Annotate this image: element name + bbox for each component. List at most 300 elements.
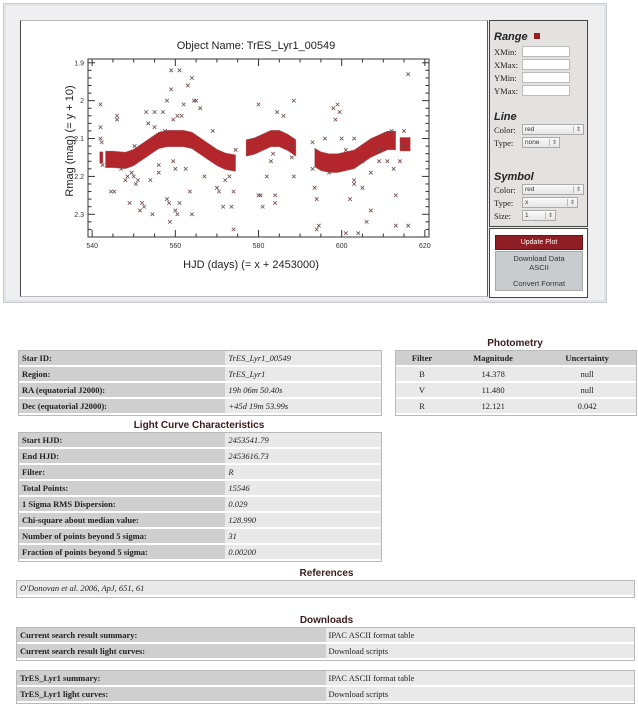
- outlier-point: [292, 99, 296, 103]
- xmin-label: XMin:: [494, 46, 517, 57]
- outlier-point: [149, 178, 153, 182]
- x-marker-icon: [153, 110, 157, 114]
- row-label: 1 Sigma RMS Dispersion:: [19, 496, 225, 512]
- outlier-point: [311, 141, 315, 145]
- outlier-point: [115, 118, 119, 122]
- outlier-point: [186, 84, 190, 88]
- outlier-point: [194, 99, 198, 103]
- x-marker-icon: [365, 220, 369, 224]
- outlier-point: [169, 69, 173, 73]
- x-marker-icon: [203, 175, 207, 179]
- row-label: Current search result light curves:: [17, 643, 326, 659]
- column-header: Magnitude: [448, 351, 538, 366]
- outlier-point: [157, 171, 161, 175]
- column-header: Filter: [396, 351, 448, 366]
- x-marker-icon: [146, 122, 150, 126]
- outlier-point: [398, 159, 402, 163]
- x-marker-icon: [198, 106, 202, 110]
- outlier-point: [352, 178, 356, 182]
- outlier-point: [315, 197, 319, 201]
- star-info-row: [19, 382, 381, 398]
- x-marker-icon: [161, 110, 165, 114]
- y-tick-label: 2.2: [74, 173, 84, 181]
- light-curve-row: [19, 433, 381, 448]
- star-info-row: [19, 366, 381, 382]
- x-marker-icon: [352, 182, 356, 186]
- outlier-point: [344, 148, 348, 152]
- x-marker-icon: [361, 186, 365, 190]
- light-curve-plot: [21, 21, 487, 296]
- outlier-point: [386, 159, 390, 163]
- line-heading: Line: [494, 111, 517, 123]
- light-curve-title: Light Curve Characteristics: [133, 420, 265, 431]
- x-marker-icon: [128, 201, 132, 205]
- star-info-row: [19, 398, 381, 414]
- x-marker-icon: [406, 224, 410, 228]
- x-marker-icon: [124, 178, 128, 182]
- x-marker-icon: [232, 190, 236, 194]
- x-marker-icon: [136, 178, 140, 182]
- row-label: End HJD:: [19, 448, 225, 464]
- x-marker-icon: [315, 228, 319, 232]
- outlier-point: [357, 231, 361, 235]
- outlier-point: [112, 190, 116, 194]
- row-value: 2453541.79: [225, 433, 381, 448]
- photometry-cell: null: [538, 366, 636, 382]
- x-marker-icon: [132, 175, 136, 179]
- outlier-point: [178, 69, 182, 73]
- outlier-point: [146, 122, 150, 126]
- row-label: Star ID:: [19, 351, 225, 366]
- outlier-point: [115, 114, 119, 118]
- light-curve-band: [100, 130, 411, 172]
- outlier-point: [184, 167, 188, 171]
- x-marker-icon: [315, 197, 319, 201]
- x-marker-icon: [313, 186, 317, 190]
- light-curve-row: [19, 464, 381, 480]
- x-marker-icon: [178, 201, 182, 205]
- outlier-point: [313, 186, 317, 190]
- outlier-point: [394, 224, 398, 228]
- x-marker-icon: [171, 159, 175, 163]
- x-marker-icon: [259, 194, 263, 198]
- outlier-point: [161, 110, 165, 114]
- light-curve-row: [19, 528, 381, 544]
- plot-panel: [20, 20, 488, 297]
- symbol-type-select[interactable]: [522, 197, 578, 208]
- x-marker-icon: [99, 125, 103, 129]
- references-title: References: [299, 568, 354, 579]
- outlier-point: [182, 103, 186, 107]
- outlier-point: [275, 110, 279, 114]
- xmin-input[interactable]: [522, 46, 570, 57]
- outlier-point: [323, 137, 327, 141]
- photometry-cell: B: [396, 366, 448, 382]
- x-marker-icon: [165, 99, 169, 103]
- download-link[interactable]: IPAC ASCII format table: [326, 671, 635, 686]
- x-marker-icon: [99, 137, 103, 141]
- x-marker-icon: [398, 159, 402, 163]
- outlier-point: [265, 175, 269, 179]
- outlier-point: [167, 201, 171, 205]
- outlier-point: [392, 167, 396, 171]
- outlier-point: [215, 186, 219, 190]
- select-arrows-icon: ⇕: [545, 212, 553, 219]
- photometry-cell: 0.042: [538, 398, 636, 414]
- outlier-point: [153, 110, 157, 114]
- outlier-point: [140, 201, 144, 205]
- x-marker-icon: [282, 114, 286, 118]
- x-marker-icon: [273, 194, 277, 198]
- row-label: RA (equatorial J2000):: [19, 382, 225, 398]
- symbol-color-select[interactable]: [522, 184, 584, 195]
- outlier-point: [176, 114, 180, 118]
- row-label: Number of points beyond 5 sigma:: [19, 528, 225, 544]
- row-label: Filter:: [19, 464, 225, 480]
- line-color-label: Color:: [494, 124, 516, 135]
- outlier-point: [132, 175, 136, 179]
- download-data-button[interactable]: [495, 251, 583, 275]
- x-marker-icon: [292, 99, 296, 103]
- outlier-point: [171, 118, 175, 122]
- select-arrows-icon: ⇕: [567, 199, 575, 206]
- plot-title: Object Name: TrES_Lyr1_00549: [176, 40, 336, 52]
- download-link[interactable]: IPAC ASCII format table: [326, 628, 635, 643]
- light-curve-row: [19, 496, 381, 512]
- x-marker-icon: [217, 190, 221, 194]
- outlier-point: [171, 159, 175, 163]
- x-marker-icon: [228, 175, 232, 179]
- update-plot-button[interactable]: Update Plot: [495, 235, 583, 250]
- outlier-point: [336, 103, 340, 107]
- row-value: 15546: [225, 480, 381, 496]
- photometry-row: [396, 382, 636, 398]
- x-marker-icon: [165, 197, 169, 201]
- download-row: [17, 643, 634, 659]
- download-link[interactable]: Download scripts: [326, 643, 635, 659]
- x-marker-icon: [257, 103, 261, 107]
- line-color-select[interactable]: [522, 124, 584, 135]
- row-label: Fraction of points beyond 5 sigma:: [19, 544, 225, 560]
- x-marker-icon: [215, 186, 219, 190]
- x-marker-icon: [273, 201, 277, 205]
- outlier-point: [273, 201, 277, 205]
- row-value: 19h 06m 50.40s: [225, 382, 381, 398]
- photometry-cell: V: [396, 382, 448, 398]
- x-marker-icon: [109, 190, 113, 194]
- outlier-point: [348, 197, 352, 201]
- x-marker-icon: [134, 182, 138, 186]
- x-marker-icon: [99, 103, 103, 107]
- x-marker-icon: [402, 129, 406, 133]
- outlier-point: [174, 167, 178, 171]
- outlier-point: [169, 87, 173, 91]
- outlier-point: [134, 182, 138, 186]
- x-marker-icon: [323, 137, 327, 141]
- symbol-size-select[interactable]: [522, 210, 556, 221]
- photometry-row: [396, 398, 636, 414]
- x-marker-icon: [142, 205, 146, 209]
- outlier-point: [402, 129, 406, 133]
- x-marker-icon: [153, 125, 157, 129]
- download-row: [17, 628, 634, 643]
- x-marker-icon: [101, 163, 105, 167]
- ymax-input[interactable]: [522, 85, 570, 96]
- symbol-type-label: Type:: [494, 197, 514, 208]
- x-tick-label: 580: [252, 243, 265, 250]
- outlier-point: [311, 167, 315, 171]
- light-curve-row: [19, 544, 381, 560]
- x-marker-icon: [211, 129, 215, 133]
- light-curve-row: [19, 480, 381, 496]
- line-type-value: none: [525, 139, 540, 146]
- x-marker-icon: [311, 167, 315, 171]
- symbol-color-value: red: [525, 186, 535, 193]
- x-marker-icon: [394, 224, 398, 228]
- row-value: TrES_Lyr1_00549: [225, 351, 381, 366]
- x-marker-icon: [271, 152, 275, 156]
- x-marker-icon: [232, 228, 236, 232]
- row-value: R: [225, 464, 381, 480]
- outlier-point: [133, 144, 137, 148]
- outlier-point: [282, 114, 286, 118]
- x-marker-icon: [112, 190, 116, 194]
- y-tick-label: 2.3: [74, 211, 84, 219]
- x-marker-icon: [230, 205, 234, 209]
- outlier-point: [340, 137, 344, 141]
- light-curve-row: [19, 512, 381, 528]
- convert-format-button[interactable]: Convert Format: [495, 274, 583, 291]
- x-marker-icon: [340, 137, 344, 141]
- row-label: Chi-square about median value:: [19, 512, 225, 528]
- x-marker-icon: [392, 167, 396, 171]
- outlier-point: [211, 129, 215, 133]
- outlier-point: [292, 175, 296, 179]
- x-marker-icon: [133, 144, 137, 148]
- light-curve-segment: [100, 152, 103, 163]
- outlier-point: [99, 137, 103, 141]
- row-label: Region:: [19, 366, 225, 382]
- download-data-label: Download Data: [513, 254, 565, 263]
- x-marker-icon: [261, 205, 265, 209]
- x-marker-icon: [126, 175, 130, 179]
- row-value: TrES_Lyr1: [225, 366, 381, 382]
- select-arrows-icon: ⇕: [573, 126, 581, 133]
- x-marker-icon: [174, 209, 178, 213]
- row-label: Total Points:: [19, 480, 225, 496]
- outlier-point: [178, 201, 182, 205]
- symbol-size-label: Size:: [494, 210, 511, 221]
- outlier-point: [223, 178, 227, 182]
- row-label: TrES_Lyr1 summary:: [17, 671, 326, 686]
- line-type-select[interactable]: [522, 137, 560, 148]
- outlier-point: [190, 212, 194, 216]
- y-tick-label: 2.1: [74, 136, 84, 144]
- x-marker-icon: [344, 148, 348, 152]
- outlier-point: [369, 171, 373, 175]
- row-label: Current search result summary:: [17, 628, 326, 643]
- x-marker-icon: [144, 110, 148, 114]
- photometry-cell: null: [538, 382, 636, 398]
- x-marker-icon: [180, 114, 184, 118]
- outlier-point: [230, 205, 234, 209]
- row-value: 0.029: [225, 496, 381, 512]
- select-arrows-icon: ⇕: [573, 186, 581, 193]
- outlier-point: [369, 209, 373, 213]
- x-tick-label: 620: [418, 243, 431, 250]
- plot-y-axis-label: Rmag (mag) (= y + 10): [64, 85, 76, 197]
- row-value: 0.00200: [225, 544, 381, 560]
- outlier-point: [109, 190, 113, 194]
- download-link[interactable]: Download scripts: [326, 686, 635, 702]
- ymin-label: YMin:: [494, 72, 517, 83]
- x-tick-label: 560: [169, 243, 182, 250]
- x-marker-icon: [406, 72, 410, 76]
- photometry-row: [396, 366, 636, 382]
- x-marker-icon: [334, 118, 338, 122]
- outlier-point: [365, 220, 369, 224]
- outlier-point: [128, 201, 132, 205]
- outlier-point: [273, 194, 277, 198]
- x-marker-icon: [138, 209, 142, 213]
- outlier-point: [188, 190, 192, 194]
- x-marker-icon: [369, 171, 373, 175]
- x-marker-icon: [176, 212, 180, 216]
- outlier-point: [332, 106, 336, 110]
- line-color-value: red: [525, 126, 535, 133]
- outlier-point: [257, 103, 261, 107]
- range-heading: Range: [494, 31, 528, 43]
- x-marker-icon: [292, 175, 296, 179]
- plot-controls-panel: [489, 20, 588, 227]
- outlier-point: [394, 194, 398, 198]
- photometry-cell: 14.378: [448, 366, 538, 382]
- x-marker-icon: [221, 205, 225, 209]
- outlier-point: [130, 171, 134, 175]
- y-tick-label: 2: [80, 98, 84, 106]
- x-marker-icon: [223, 178, 227, 182]
- outlier-point: [190, 76, 194, 80]
- select-arrows-icon: ⇕: [549, 139, 557, 146]
- outlier-point: [157, 163, 161, 167]
- x-marker-icon: [182, 103, 186, 107]
- x-marker-icon: [338, 110, 342, 114]
- x-marker-icon: [149, 178, 153, 182]
- outlier-point: [138, 209, 142, 213]
- x-marker-icon: [174, 167, 178, 171]
- row-label: TrES_Lyr1 light curves:: [17, 686, 326, 702]
- line-type-label: Type:: [494, 137, 514, 148]
- star-info-table: [18, 350, 382, 416]
- x-marker-icon: [317, 224, 321, 228]
- outlier-point: [259, 194, 263, 198]
- outlier-point: [142, 205, 146, 209]
- reference-row: [17, 581, 634, 596]
- x-marker-icon: [115, 118, 119, 122]
- xmax-input[interactable]: [522, 59, 570, 70]
- x-marker-icon: [151, 212, 155, 216]
- outlier-point: [174, 209, 178, 213]
- outlier-point: [232, 228, 236, 232]
- outlier-point: [221, 205, 225, 209]
- x-marker-icon: [186, 84, 190, 88]
- x-marker-icon: [194, 99, 198, 103]
- star-info-row: [19, 351, 381, 366]
- downloads-table-region: [16, 670, 635, 704]
- outlier-point: [168, 220, 172, 224]
- outlier-point: [101, 163, 105, 167]
- outlier-point: [352, 182, 356, 186]
- reference-citation: O'Donovan et al. 2006, ApJ, 651, 61: [17, 581, 634, 596]
- outlier-point: [344, 231, 348, 235]
- outlier-point: [269, 159, 273, 163]
- column-header: Uncertainty: [538, 351, 636, 366]
- symbol-heading: Symbol: [494, 171, 534, 183]
- light-curve-table: [18, 432, 382, 562]
- outlier-point: [290, 156, 294, 160]
- references-table: [16, 580, 635, 598]
- photometry-table: [395, 350, 637, 416]
- x-marker-icon: [357, 231, 361, 235]
- x-marker-icon: [167, 201, 171, 205]
- outlier-point: [352, 137, 356, 141]
- ymin-input[interactable]: [522, 72, 570, 83]
- outlier-point: [100, 141, 104, 145]
- outlier-point: [198, 106, 202, 110]
- x-marker-icon: [130, 171, 134, 175]
- x-tick-label: 600: [335, 243, 348, 250]
- x-marker-icon: [352, 137, 356, 141]
- x-marker-icon: [377, 159, 381, 163]
- light-curve-segment: [400, 137, 410, 151]
- outlier-point: [203, 175, 207, 179]
- x-marker-icon: [234, 148, 238, 152]
- light-curve-row: [19, 448, 381, 464]
- outlier-point: [144, 110, 148, 114]
- row-value: +45d 19m 53.99s: [225, 398, 381, 414]
- outlier-point: [124, 178, 128, 182]
- light-curve-segment: [105, 130, 235, 171]
- outlier-point: [228, 175, 232, 179]
- x-marker-icon: [188, 190, 192, 194]
- photometry-title: Photometry: [487, 338, 543, 349]
- x-marker-icon: [275, 110, 279, 114]
- download-format-label: ASCII: [529, 263, 549, 272]
- symbol-size-value: 1: [525, 212, 529, 219]
- photometry-cell: R: [396, 398, 448, 414]
- outlier-point: [126, 175, 130, 179]
- photometry-cell: 12.121: [448, 398, 538, 414]
- y-tick-label: 1.9: [74, 60, 84, 68]
- outlier-point: [153, 125, 157, 129]
- outlier-point: [315, 228, 319, 232]
- x-marker-icon: [344, 231, 348, 235]
- photometry-cell: 11.480: [448, 382, 538, 398]
- xmax-label: XMax:: [494, 59, 519, 70]
- outlier-point: [99, 125, 103, 129]
- x-marker-icon: [386, 159, 390, 163]
- x-marker-icon: [178, 69, 182, 73]
- outlier-point: [234, 148, 238, 152]
- x-marker-icon: [190, 212, 194, 216]
- download-row: [17, 686, 634, 702]
- x-marker-icon: [169, 69, 173, 73]
- range-checkbox[interactable]: [534, 33, 540, 39]
- x-marker-icon: [352, 178, 356, 182]
- outlier-point: [136, 178, 140, 182]
- x-marker-icon: [157, 163, 161, 167]
- x-marker-icon: [348, 197, 352, 201]
